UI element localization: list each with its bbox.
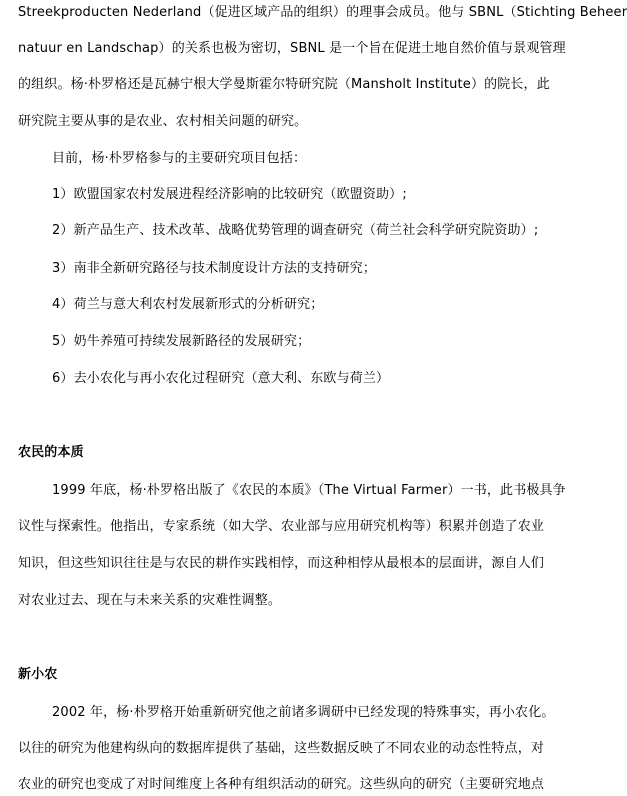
project-item-2: 2）新产品生产、技术改革、战略优势管理的调查研究（荷兰社会科学研究院资助）;	[52, 223, 539, 238]
section-title-virtual-farmer: 农民的本质	[18, 445, 84, 460]
section2-line-3: 农业的研究也变成了对时间维度上各种有组织活动的研究。这些纵向的研究（主要研究地点	[18, 777, 545, 792]
section2-line-1: 2002 年，杨·朴罗格开始重新研究他之前诸多调研中已经发现的特殊事实，再小农化。	[52, 705, 555, 720]
section-title-new-peasants: 新小农	[18, 667, 58, 682]
intro-line-2: natuur en Landschap）的关系也极为密切，SBNL 是一个旨在促进土地自然价值与景观管理	[18, 41, 566, 56]
projects-intro: 目前，杨·朴罗格参与的主要研究项目包括：	[52, 151, 307, 166]
section1-line-4: 对农业过去、现在与未来关系的灾难性调整。	[18, 593, 282, 608]
project-item-4: 4）荷兰与意大利农村发展新形式的分析研究；	[52, 297, 324, 312]
section1-line-1: 1999 年底，杨·朴罗格出版了《农民的本质》（The Virtual Farmer）一书，此书极具争	[52, 483, 566, 498]
project-item-3: 3）南非全新研究路径与技术制度设计方法的支持研究；	[52, 261, 377, 276]
intro-line-3: 的组织。杨·朴罗格还是瓦赫宁根大学曼斯霍尔特研究院（Mansholt Institute）的院长，此	[18, 77, 550, 92]
project-item-5: 5）奶牛养殖可持续发展新路径的发展研究；	[52, 334, 311, 349]
intro-line-4: 研究院主要从事的是农业、农村相关问题的研究。	[18, 114, 308, 129]
intro-line-1: Streekproducten Nederland（促进区域产品的组织）的理事会成员。他与 SBNL（Stichting Beheer	[18, 5, 627, 20]
section1-line-3: 知识，但这些知识往往是与农民的耕作实践相悖，而这种相悖从最根本的层面讲，源自人们	[18, 556, 545, 571]
section2-line-2: 以往的研究为他建构纵向的数据库提供了基础，这些数据反映了不同农业的动态性特点，对	[18, 741, 545, 756]
project-item-1: 1）欧盟国家农村发展进程经济影响的比较研究（欧盟资助）;	[52, 187, 407, 202]
project-item-6: 6）去小农化与再小农化过程研究（意大利、东欧与荷兰）	[52, 371, 390, 386]
section1-line-2: 议性与探索性。他指出，专家系统（如大学、农业部与应用研究机构等）积累并创造了农业	[18, 519, 545, 534]
